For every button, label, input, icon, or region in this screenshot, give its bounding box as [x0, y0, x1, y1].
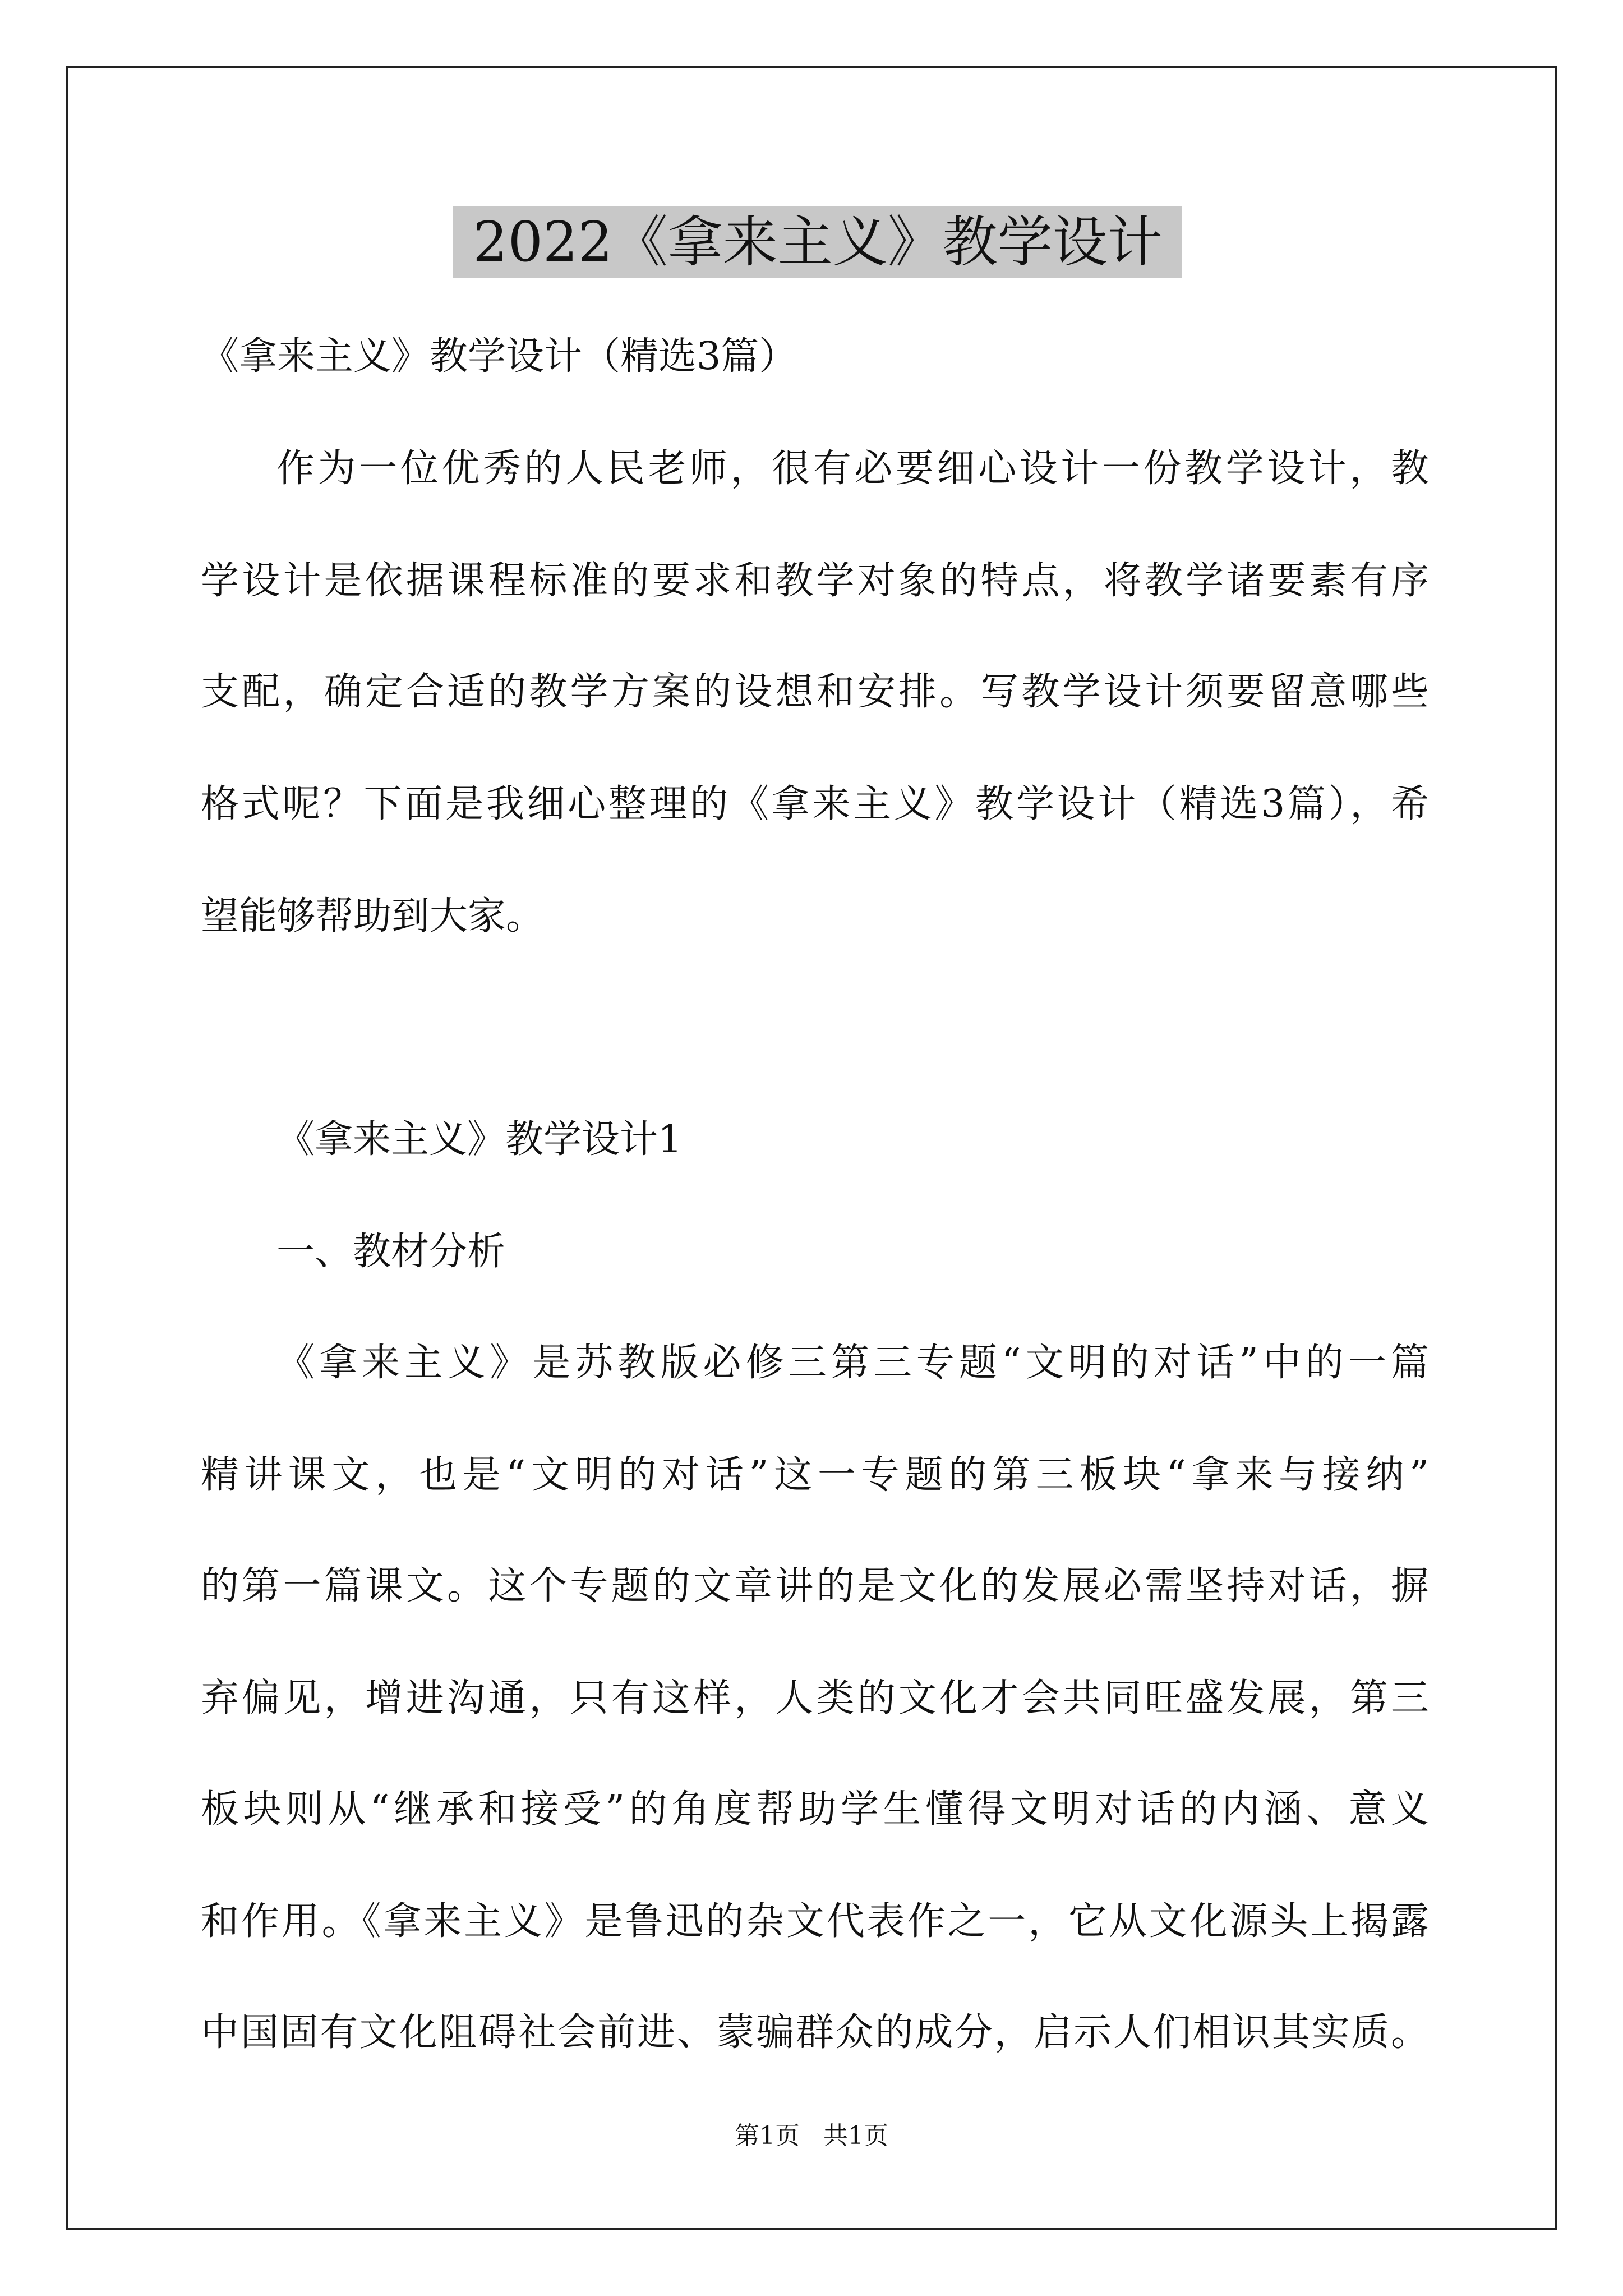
paragraph-line: 弃偏见，增进沟通，只有这样，人类的文化才会共同旺盛发展，第三: [201, 1676, 1429, 1720]
document-title: 2022《拿来主义》教学设计: [453, 206, 1182, 278]
paragraph-line: 学设计是依据课程标准的要求和教学对象的特点，将教学诸要素有序: [201, 559, 1429, 603]
paragraph-line: 板块则从“继承和接受”的角度帮助学生懂得文明对话的内涵、意义: [201, 1787, 1429, 1832]
page-number: 第1页 共1页: [735, 2122, 888, 2150]
paragraph-line: 和作用。《拿来主义》是鲁迅的杂文代表作之一，它从文化源头上揭露: [201, 1899, 1429, 1944]
paragraph-line: 作为一位优秀的人民老师，很有必要细心设计一份教学设计，教: [276, 447, 1429, 491]
paragraph-line: 格式呢？下面是我细心整理的《拿来主义》教学设计（精选3篇），希: [201, 782, 1429, 826]
paragraph-line: 《拿来主义》是苏教版必修三第三专题“文明的对话”中的一篇: [276, 1341, 1429, 1385]
section-heading: 《拿来主义》教学设计1: [276, 1117, 683, 1162]
subsection-heading: 一、教材分析: [276, 1230, 506, 1274]
paragraph-line: 支配，确定合适的教学方案的设想和安排。写教学设计须要留意哪些: [201, 670, 1429, 714]
document-subtitle: 《拿来主义》教学设计（精选3篇）: [201, 334, 797, 379]
paragraph-line: 望能够帮助到大家。: [201, 894, 545, 938]
paragraph-line: 精讲课文，也是“文明的对话”这一专题的第三板块“拿来与接纳”: [201, 1453, 1429, 1497]
paragraph-line: 的第一篇课文。这个专题的文章讲的是文化的发展必需坚持对话，摒: [201, 1564, 1429, 1608]
paragraph-line: 中国固有文化阻碍社会前进、蒙骗群众的成分，启示人们相识其实质。: [201, 2010, 1429, 2055]
